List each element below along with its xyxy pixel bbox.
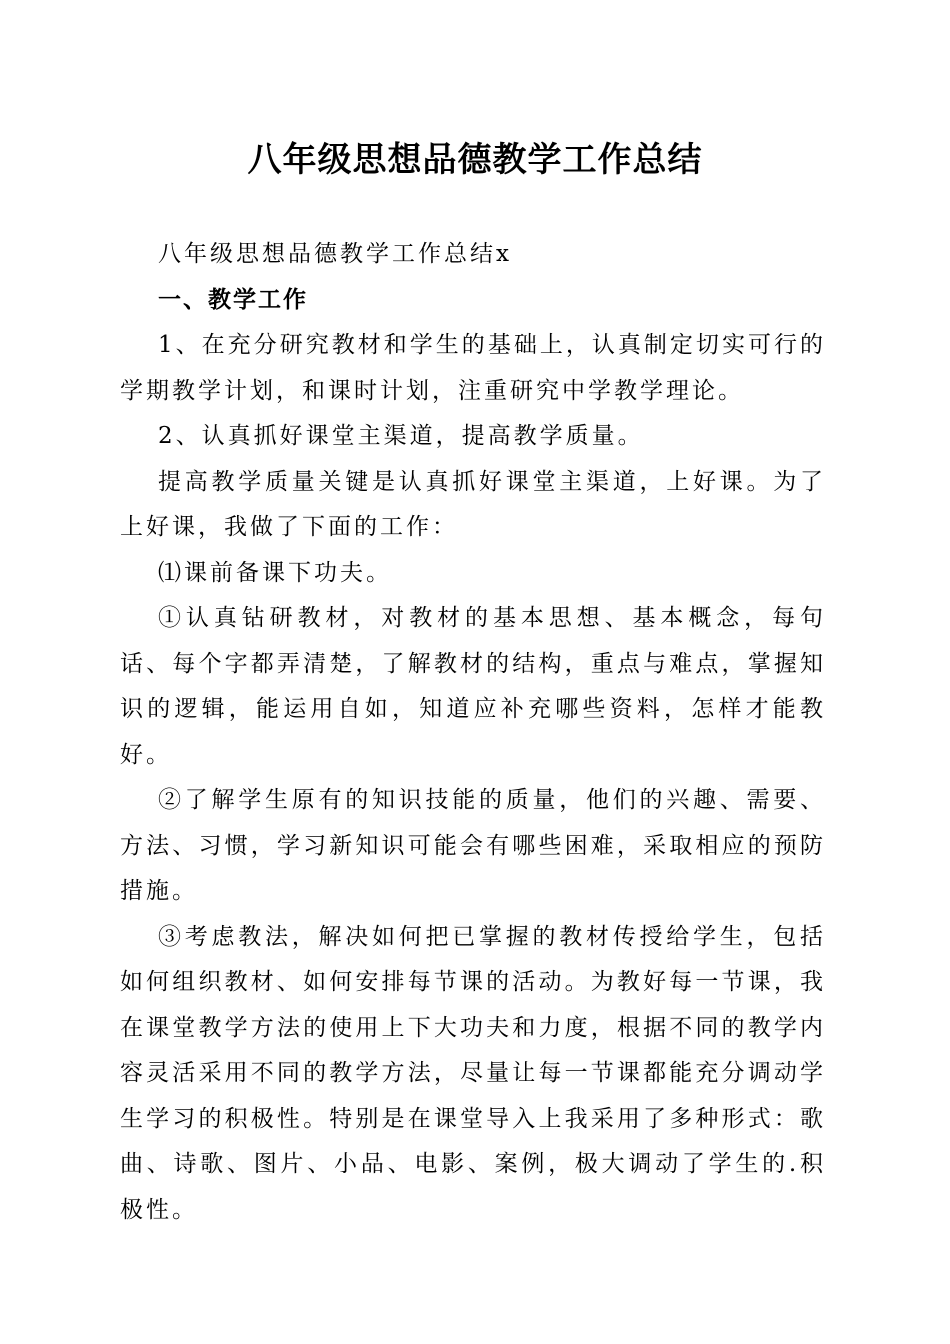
paragraph-3: 提高教学质量关键是认真抓好课堂主渠道，上好课。为了上好课，我做了下面的工作： xyxy=(120,468,826,540)
subtitle-paragraph: 八年级思想品德教学工作总结x xyxy=(158,241,512,267)
section-heading-teaching-work: 一、教学工作 xyxy=(158,286,308,313)
paragraph-1: 1、在充分研究教材和学生的基础上，认真制定切实可行的学期教学计划，和课时计划，注重研究中学教学理论。 xyxy=(120,332,826,404)
paragraph-6: ②了解学生原有的知识技能的质量，他们的兴趣、需要、方法、习惯，学习新知识可能会有哪些困难，采取相应的预防措施。 xyxy=(120,787,826,904)
document-body xyxy=(120,232,826,1233)
paragraph-4: ⑴课前备课下功夫。 xyxy=(158,559,392,586)
paragraph-7: ③考虑教法，解决如何把已掌握的教材传授给学生，包括如何组织教材、如何安排每节课的活动。为教好每一节课，我在课堂教学方法的使用上下大功夫和力度，根据不同的教学内容灵活采用不同的教学方法，尽量让每一节课都能充分调动学生学习的积极性。特别是在课堂导入上我采用了多种形式：歌曲、诗歌、图片、小品、电影、案例，极大调动了学生的.积极性。 xyxy=(120,923,826,1223)
document-title: 八年级思想品德教学工作总结 xyxy=(247,140,703,180)
paragraph-2: 2、认真抓好课堂主渠道，提高教学质量。 xyxy=(158,423,644,449)
paragraph-5: ①认真钻研教材，对教材的基本思想、基本概念，每句话、每个字都弄清楚，了解教材的结构，重点与难点，掌握知识的逻辑，能运用自如，知道应补充哪些资料，怎样才能教好。 xyxy=(120,605,826,768)
